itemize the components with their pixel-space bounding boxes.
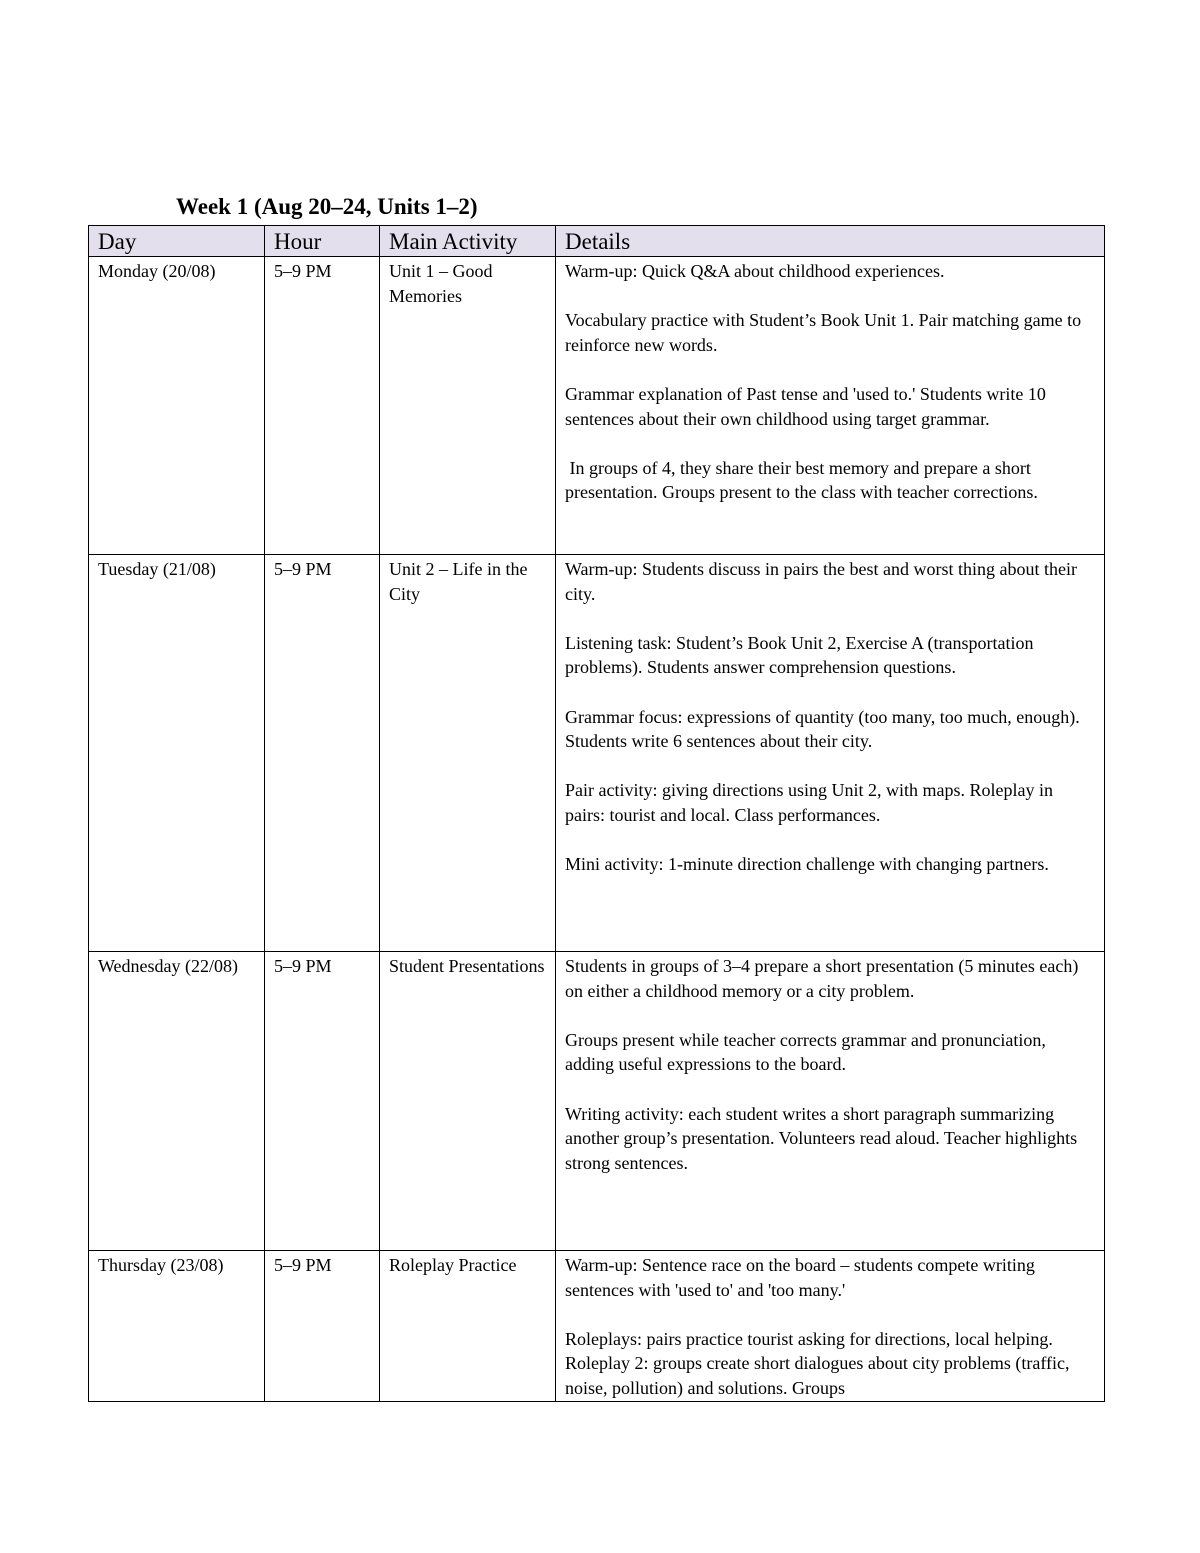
details-cell bbox=[556, 257, 1105, 555]
activity-cell: Roleplay Practice bbox=[380, 1251, 556, 1402]
hour-cell: 5–9 PM bbox=[265, 555, 380, 952]
details-cell bbox=[556, 1251, 1105, 1402]
activity-cell: Unit 2 – Life in the City bbox=[380, 555, 556, 952]
details-paragraph: Vocabulary practice with Student’s Book Unit 1. Pair matching game to reinforce new words. bbox=[565, 310, 1082, 355]
activity-cell: Student Presentations bbox=[380, 952, 556, 1251]
details-paragraph: In groups of 4, they share their best memory and prepare a short presentation. Groups present to the class with teacher corrections. bbox=[565, 457, 1038, 503]
day-cell: Monday (20/08) bbox=[89, 257, 265, 555]
page-title: Week 1 (Aug 20–24, Units 1–2) bbox=[176, 194, 478, 219]
details-paragraph: Warm-up: Sentence race on the board – students compete writing sentences with 'used to' and 'too many.' bbox=[565, 1255, 1035, 1300]
table-header-row bbox=[89, 226, 1105, 257]
details-cell bbox=[556, 952, 1105, 1251]
details-paragraph: Warm-up: Students discuss in pairs the best and worst thing about their city. bbox=[565, 559, 1077, 604]
table-row bbox=[89, 952, 1105, 1251]
details-paragraph: Mini activity: 1-minute direction challenge with changing partners. bbox=[565, 854, 1049, 875]
header-day: Day bbox=[89, 226, 265, 257]
details-paragraph: Writing activity: each student writes a short paragraph summarizing another group’s presentation. Volunteers read aloud. Teacher highlights strong sentences. bbox=[565, 1103, 1078, 1173]
day-cell: Tuesday (21/08) bbox=[89, 555, 265, 952]
header-details: Details bbox=[556, 226, 1105, 257]
details-paragraph: Roleplays: pairs practice tourist asking for directions, local helping. Roleplay 2: groups create short dialogues about city problems (traffic, noise, pollution) and solutions. Groups bbox=[565, 1328, 1070, 1398]
hour-cell: 5–9 PM bbox=[265, 1251, 380, 1402]
hour-cell: 5–9 PM bbox=[265, 257, 380, 555]
hour-cell: 5–9 PM bbox=[265, 952, 380, 1251]
table-row bbox=[89, 1251, 1105, 1402]
details-paragraph: Warm-up: Quick Q&A about childhood experiences. bbox=[565, 261, 945, 281]
details-paragraph: Listening task: Student’s Book Unit 2, Exercise A (transportation problems). Students answer comprehension questions. bbox=[565, 632, 1034, 678]
details-cell bbox=[556, 555, 1105, 952]
details-paragraph: Students in groups of 3–4 prepare a short presentation (5 minutes each) on either a childhood memory or a city problem. bbox=[565, 956, 1079, 1001]
table-row bbox=[89, 257, 1105, 555]
table-row bbox=[89, 555, 1105, 952]
header-main-activity: Main Activity bbox=[380, 226, 556, 257]
details-paragraph: Grammar explanation of Past tense and 'used to.' Students write 10 sentences about their own childhood using target grammar. bbox=[565, 383, 1046, 429]
details-paragraph: Grammar focus: expressions of quantity (too many, too much, enough). Students write 6 sentences about their city. bbox=[565, 706, 1080, 752]
details-paragraph: Pair activity: giving directions using Unit 2, with maps. Roleplay in pairs: tourist and local. Class performances. bbox=[565, 780, 1053, 825]
details-paragraph: Groups present while teacher corrects grammar and pronunciation, adding useful expressions to the board. bbox=[565, 1029, 1046, 1075]
day-cell: Wednesday (22/08) bbox=[89, 952, 265, 1251]
header-hour: Hour bbox=[265, 226, 380, 257]
activity-cell: Unit 1 – Good Memories bbox=[380, 257, 556, 555]
schedule-table bbox=[88, 225, 1105, 1402]
day-cell: Thursday (23/08) bbox=[89, 1251, 265, 1402]
